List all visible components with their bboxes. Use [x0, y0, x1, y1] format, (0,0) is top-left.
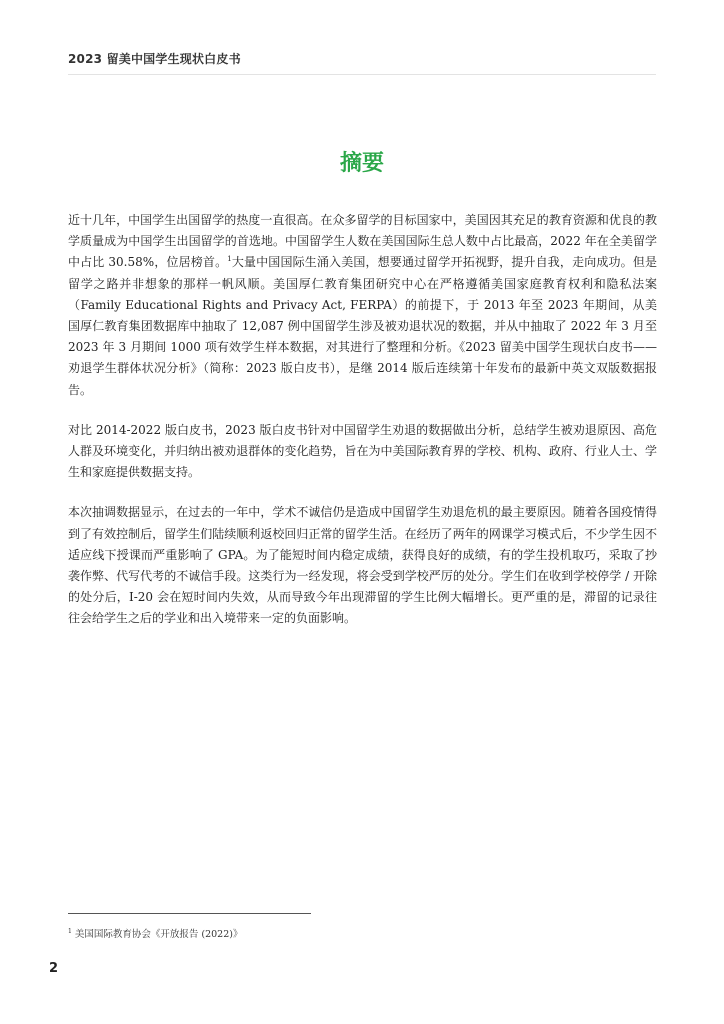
section-title: 摘要: [339, 151, 384, 176]
body-text: [68, 210, 657, 649]
paragraph-1-text-continued: 大量中国国际生涌入美国，想要通过留学开拓视野，提升自我，走向成功。但是留学之路并非想象的那样一帆风顺。美国厚仁教育集团研究中心在严格遵循美国家庭教育权利和隐私法案（Family Educational Rights and Privacy Act, FERPA）的前提下，于 2013 年至 2023 年期间，从美国厚仁教育集团数据库中抽取了 12,087 例中国留学生涉及被劝退状况的数据，并从中抽取了 2022 年 3 月至 2023 年 3 月期间 1000 项有效学生样本数据，对其进行了整理和分析。《2023 留美中国学生现状白皮书——劝退学生群体状况分析》（简称：2023 版白皮书），是继 2014 版后连续第十年发布的最新中英文双版数据报告。: [68, 255, 657, 397]
running-header: 2023 留美中国学生现状白皮书: [68, 52, 241, 66]
paragraph-1: [68, 210, 657, 401]
paragraph-3: 本次抽调数据显示，在过去的一年中，学术不诚信仍是造成中国留学生劝退危机的最主要原因。随着各国疫情得到了有效控制后，留学生们陆续顺利返校回归正常的留学生活。在经历了两年的网课学习模式后，不少学生因不适应线下授课而严重影响了 GPA。为了能短时间内稳定成绩，获得良好的成绩，有的学生投机取巧，采取了抄袭作弊、代写代考的不诚信手段。这类行为一经发现，将会受到学校严厉的处分。学生们在收到学校停学 / 开除的处分后，I-20 会在短时间内失效，从而导致今年出现滞留的学生比例大幅增长。更严重的是，滞留的记录往往会给学生之后的学业和出入境带来一定的负面影响。: [68, 505, 657, 626]
paragraph-1-text: 近十几年，中国学生出国留学的热度一直很高。在众多留学的目标国家中，美国因其充足的教育资源和优良的教学质量成为中国学生出国留学的首选地。中国留学生人数在美国国际生总人数中占比最高，2022 年在全美留学中占比 30.58%，位居榜首。: [68, 213, 657, 270]
paragraph-2: 对比 2014-2022 版白皮书，2023 版白皮书针对中国留学生劝退的数据做出分析，总结学生被劝退原因、高危人群及环境变化，并归纳出被劝退群体的变化趋势，旨在为中美国际教育界的学校、机构、政府、行业人士、学生和家庭提供数据支持。: [68, 422, 657, 480]
footnote-divider: [68, 913, 311, 914]
footnote-reference: 1: [227, 255, 232, 264]
footnote-mark: 1: [68, 927, 72, 935]
footnote-text: 美国国际教育协会《开放报告 (2022)》: [74, 929, 243, 940]
header-divider: [68, 74, 656, 75]
page-number: 2: [49, 961, 59, 976]
footnote: [68, 926, 242, 940]
